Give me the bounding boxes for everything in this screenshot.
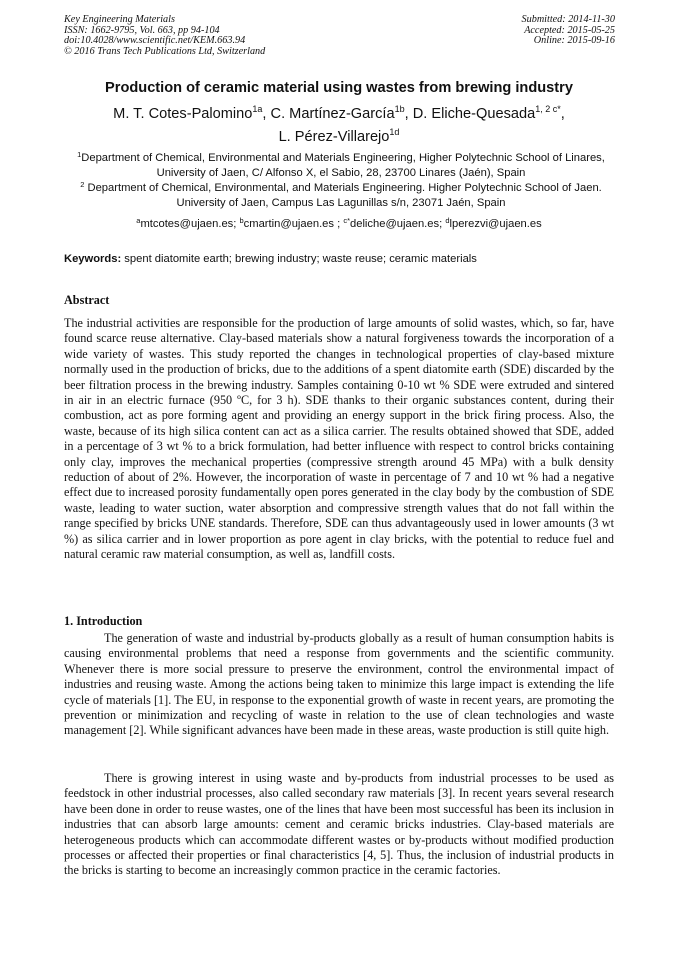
author-emails — [0, 218, 678, 230]
journal-header-right — [522, 15, 615, 47]
paper-title: Production of ceramic material using wastes from brewing industry — [105, 80, 573, 96]
email-link[interactable]: $^d$lperezvi@ujaen.es — [445, 216, 542, 230]
issn-line: ISSN: 1662-9795, Vol. 663, pp 94-104 — [64, 24, 220, 36]
email-link[interactable]: $^{c*}$deliche@ujaen.es; — [343, 216, 446, 230]
doi-line[interactable]: doi:10.4028/www.scientific.net/KEM.663.94 — [64, 35, 246, 47]
copyright-line: © 2016 Trans Tech Publications Ltd, Switzerland — [64, 45, 266, 57]
online-date: Online: 2015-09-16 — [533, 35, 615, 47]
abstract-text: The industrial activities are responsible for the production of large amounts of solid wastes, which, so far, have found scarce reuse alternative. Clay-based materials show a natural forgiveness towards the incorporation of a wide variety of wastes. This study reported the changes in technological properties of clay-based mixture normally used in the production of bricks, due to the additions of a spent diatomite earth (SDE) discarded by the beer filtration process in the brewing industry. Samples containing 0-10 wt % SDE were extruded and sintered in air in an electric furnace (950 ºC, for 3 h). SDE thanks to their organic substances content, during their combustion, act as pore forming agent and providing an energy support in the brick firing process. Also, the waste, because of its high silica content can act as a silica carrier. The results obtained showed that SDE, added in a percentage of 3 wt % to a brick formulation, had better influence with respect to control bricks containing only clay, improves the mechanical properties (compressive strength around 45 MPa) with a bulk density reduction of about of 2%. However, the incorporation of waste in percentage of 7 and 10 wt % had a negative effect due to increased porosity fundamentally open pores generated in the clay body by the combustion of SDE waste, leading to water suction, water absorption and compressive strength values that do not fall within the range specified by bricks UNE standards. Therefore, SDE can thus advantageously used in lower amounts (3 wt %) as silica carrier and in lower proportion as pore agent in clay bricks, with the potential to reduce fuel and natural ceramic raw material consumption, as well as, landfill costs. — [64, 316, 614, 562]
accepted-date: Accepted: 2015-05-25 — [524, 24, 615, 36]
author: C. Martínez-García$^{1b}$, — [270, 104, 413, 122]
abstract-heading: Abstract — [64, 293, 110, 307]
author-list — [0, 103, 678, 149]
intro-paragraph: The generation of waste and industrial by-products globally as a result of human consumption habits is causing environmental problems that need a response from governments and the scientific community. Whenever there is more social pressure to preserve the environment, control the environmental impact of industries and reusing waste. Among the actions being taken to minimize this large impact is extending the life cycle of materials [1]. The EU, in response to the exponential growth of waste in recent years, are promoting the prevention or minimization and recycling of waste in relation to the use of clean technologies and waste management [2]. While significant advances have been made in these areas, waste production is still quite high. — [64, 631, 614, 738]
journal-name: Key Engineering Materials — [64, 14, 175, 25]
keywords-label: Keywords: — [64, 253, 122, 265]
intro-paragraph: There is growing interest in using waste and by-products from industrial processes to be used as feedstock in other industrial processes, also called secondary raw materials [3]. In recent years several research have been done in order to reuse wastes, one of the lines that have been most successful has been its inclusion in industries that can absorb large amounts: cement and ceramic bricks industries. Clay-based materials are heterogeneous products which can accommodate different wastes or by-products without modified production processes or affected their properties or final characteristics [4, 5]. Thus, the inclusion of industrial products in the bricks is starting to become an increasingly common practice in the ceramic factories. — [64, 771, 614, 878]
author: D. Eliche-Quesada$^{1, 2 c*}$, — [412, 104, 565, 122]
affiliation-2: $^2$ Department of Chemical, Environmental, and Materials Engineering. Higher Polytechnic School of Jaen. University of Jaen, Campus Las Lagunillas s/n, 23071 Jaén, Spain — [80, 180, 602, 209]
email-link[interactable]: $^b$cmartin@ujaen.es ; — [239, 216, 344, 230]
journal-header-left — [64, 15, 265, 57]
email-link[interactable]: $^a$mtcotes@ujaen.es; — [136, 216, 240, 230]
author: L. Pérez-Villarejo$^{1d}$ — [278, 127, 400, 145]
keywords-text: spent diatomite earth; brewing industry; waste reuse; ceramic materials — [121, 253, 477, 265]
author: M. T. Cotes-Palomino$^{1a}$, — [113, 104, 271, 122]
introduction-heading: 1. Introduction — [64, 614, 143, 628]
affiliation-1: $^1$Department of Chemical, Environmental and Materials Engineering, Higher Polytechnic School of Linares, University of Jaen, C/ Alfonso X, el Sabio, 28, 23700 Linares (Jaén), Spain — [77, 150, 605, 179]
submitted-date: Submitted: 2014-11-30 — [521, 14, 615, 25]
keywords-line — [64, 253, 477, 265]
